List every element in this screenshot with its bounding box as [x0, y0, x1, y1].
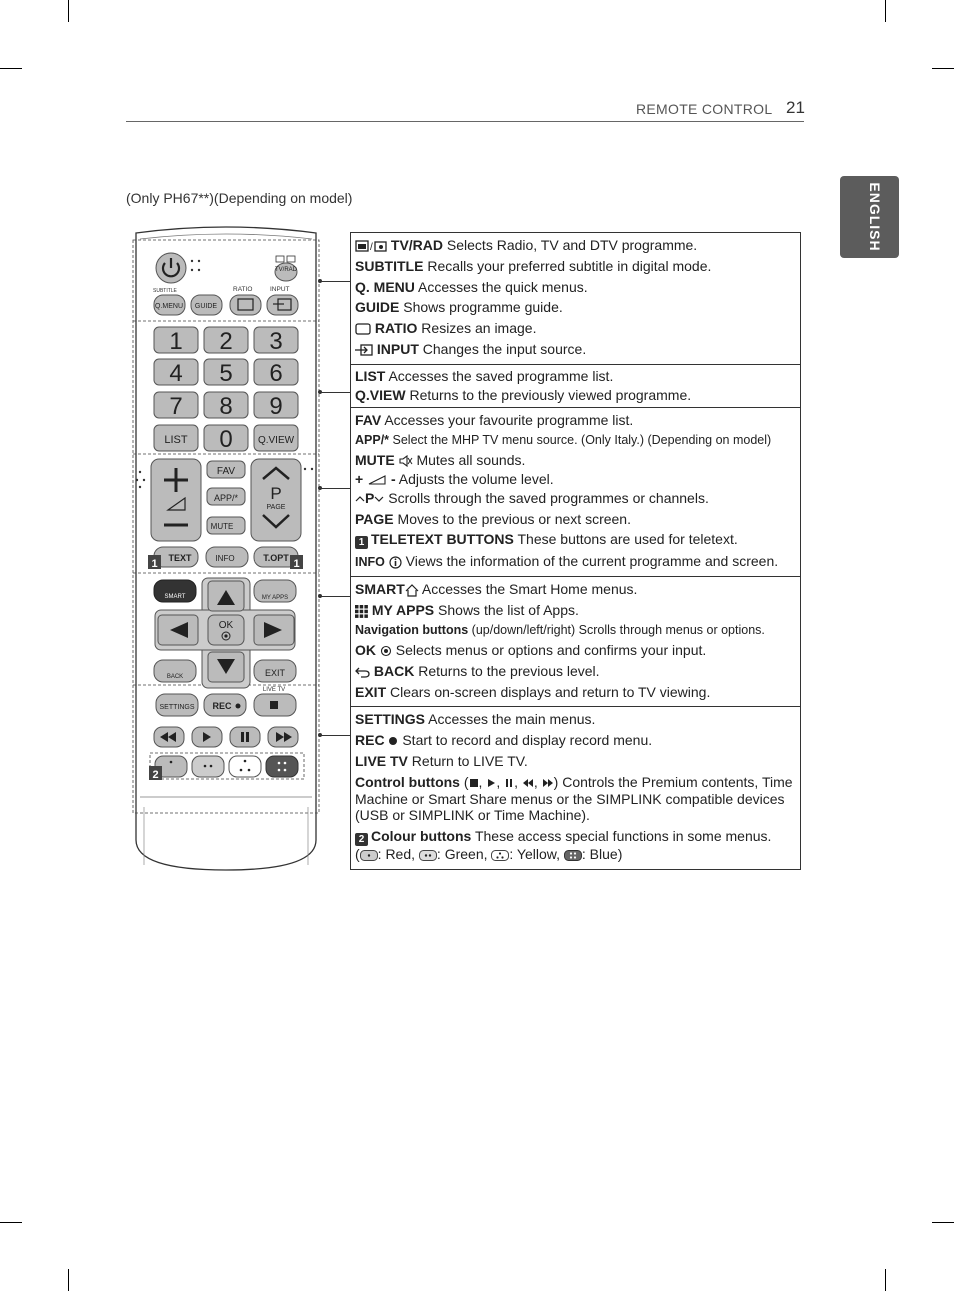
- badge-2: 2: [355, 833, 368, 846]
- row-text: Accesses the main menus.: [425, 711, 596, 728]
- tv-rad-key: TV/RAD: [274, 267, 298, 273]
- fast-forward-icon: [542, 778, 554, 788]
- row-text: Adjusts the volume level.: [395, 470, 554, 487]
- key-5: 5: [219, 360, 233, 387]
- table-row: [355, 642, 796, 659]
- pause-icon: [504, 778, 514, 788]
- row-key: Q.VIEW: [355, 386, 406, 403]
- row-key: APP/*: [355, 433, 390, 448]
- key-8: 8: [219, 393, 233, 420]
- qmenu-key: Q.MENU: [155, 303, 183, 310]
- row-text: Controls the Premium contents, Time Machine or Smart Share menus or the SIMPLINK compatible devices (USB or SIMPLINK or Time Machine).: [355, 773, 793, 824]
- row-key: EXIT: [355, 683, 387, 700]
- table-row: [355, 753, 796, 770]
- row-text: These access special functions in some menus.: [471, 828, 772, 845]
- row-text: Changes the input source.: [418, 340, 587, 357]
- row-text: Accesses your favourite programme list.: [381, 412, 634, 429]
- table-section: [351, 233, 800, 364]
- leader-line: [320, 735, 350, 736]
- table-row: [355, 341, 796, 358]
- fav-key: FAV: [216, 466, 236, 477]
- leader-line: [320, 596, 350, 597]
- table-section: [351, 364, 800, 408]
- leader-line: [320, 281, 350, 282]
- table-row: [355, 711, 796, 728]
- row-text: Views the information of the current programme and screen.: [401, 553, 779, 570]
- row-key: Q. MENU: [355, 278, 415, 295]
- input-icon: [355, 344, 373, 356]
- ratio-icon: [355, 323, 371, 335]
- table-row: [355, 774, 796, 824]
- rewind-icon: [522, 778, 534, 788]
- table-row: [355, 490, 796, 507]
- table-row: [355, 471, 796, 488]
- livetv-key-label: LIVE TV: [262, 687, 286, 693]
- row-key: SMART: [355, 581, 405, 598]
- green-button-icon: [419, 850, 437, 861]
- chevron-down-icon: [374, 494, 384, 504]
- row-key: SETTINGS: [355, 711, 426, 728]
- myapps-key: MY APPS: [261, 595, 289, 601]
- row-text: Moves to the previous or next screen.: [393, 510, 631, 527]
- leader-dot: [318, 390, 322, 394]
- table-row: [355, 684, 796, 701]
- row-key: PAGE: [355, 510, 394, 527]
- row-key: LIVE TV: [355, 752, 408, 769]
- row-key: FAV: [355, 412, 382, 429]
- marker-1-left: 1: [151, 558, 158, 570]
- crop-mark: [68, 1269, 69, 1291]
- badge-1: 1: [355, 536, 368, 549]
- ok-key: OK: [218, 620, 234, 631]
- key-2: 2: [219, 328, 233, 355]
- table-row: [355, 511, 796, 528]
- table-row: [355, 237, 796, 254]
- row-key: Colour buttons: [371, 828, 472, 845]
- blue-button-icon: [564, 850, 582, 861]
- qview-key: Q.VIEW: [257, 435, 295, 446]
- leader-dot: [318, 733, 322, 737]
- row-key: GUIDE: [355, 299, 400, 316]
- subtitle-key-label: SUBTITLE: [153, 288, 177, 294]
- record-dot-icon: [388, 736, 398, 746]
- stop-icon: [469, 778, 479, 788]
- table-row: [355, 320, 796, 337]
- row-key: REC: [355, 732, 385, 749]
- row-text: Returns to the previously viewed programme.: [405, 386, 692, 403]
- table-section: [351, 407, 800, 576]
- chevron-up-icon: [355, 494, 365, 504]
- table-row: [355, 299, 796, 316]
- key-0: 0: [219, 426, 233, 453]
- language-tab: [840, 176, 899, 258]
- marker-2: 2: [152, 769, 159, 781]
- table-row: [355, 732, 796, 749]
- marker-1-right: 1: [293, 558, 300, 570]
- row-text: Return to LIVE TV.: [407, 752, 528, 769]
- table-row: [355, 623, 796, 638]
- page-number: 21: [786, 98, 805, 117]
- row-key: Control buttons: [355, 773, 460, 790]
- crop-mark: [0, 1222, 22, 1223]
- table-section: [351, 576, 800, 706]
- leader-dot: [318, 279, 322, 283]
- row-text: Select the MHP TV menu source. (Only Italy.) (Depending on model): [389, 433, 772, 448]
- row-text: Resizes an image.: [417, 320, 537, 337]
- key-7: 7: [169, 393, 183, 420]
- row-key: SUBTITLE: [355, 257, 424, 274]
- row-key: INFO: [355, 555, 385, 570]
- table-row: [355, 581, 796, 598]
- table-row: [355, 387, 796, 404]
- language-tab-label: ENGLISH: [867, 182, 883, 252]
- row-text: Clears on-screen displays and return to TV viewing.: [386, 683, 711, 700]
- leader-dot: [318, 486, 322, 490]
- info-icon: [389, 556, 402, 569]
- row-text: Returns to the previous level.: [414, 662, 600, 679]
- table-row: [355, 531, 796, 549]
- crop-mark: [68, 0, 69, 22]
- row-key: BACK: [373, 662, 415, 679]
- section-header: REMOTE CONTROL: [636, 101, 773, 117]
- svg-text:/: /: [370, 242, 373, 253]
- row-text: Recalls your preferred subtitle in digital mode.: [423, 257, 712, 274]
- mute-icon: [399, 455, 413, 467]
- leader-line: [320, 488, 350, 489]
- rec-key: REC: [212, 701, 232, 711]
- back-arrow-icon: [355, 666, 370, 678]
- row-key: Navigation buttons: [355, 622, 469, 637]
- row-key: TELETEXT BUTTONS: [371, 531, 514, 548]
- row-text: Mutes all sounds.: [412, 452, 526, 469]
- text-key: TEXT: [168, 553, 192, 563]
- row-key-2: -: [390, 470, 396, 487]
- crop-mark: [932, 68, 954, 69]
- table-row: [355, 279, 796, 296]
- topt-key: T.OPT: [263, 553, 289, 563]
- input-key-label: INPUT: [270, 286, 290, 293]
- crop-mark: [885, 0, 886, 22]
- table-row: [355, 663, 796, 680]
- row-text: Accesses the Smart Home menus.: [418, 581, 638, 598]
- row-text: Selects Radio, TV and DTV programme.: [443, 237, 698, 253]
- green-label: : Green,: [436, 846, 488, 863]
- row-key: RATIO: [374, 320, 418, 337]
- table-row: [355, 412, 796, 429]
- row-key: MY APPS: [371, 602, 435, 619]
- row-text: Shows the list of Apps.: [434, 602, 579, 619]
- row-text: Accesses the quick menus.: [414, 278, 588, 295]
- app-key: APP/*: [213, 493, 239, 503]
- row-key: TV/RAD: [390, 237, 444, 253]
- table-row: [355, 452, 796, 469]
- row-text: Accesses the saved programme list.: [385, 367, 614, 384]
- table-row: [355, 258, 796, 275]
- tv-radio-icon: [355, 240, 387, 252]
- row-text: Selects menus or options and confirms your input.: [391, 641, 707, 658]
- table-section: [351, 706, 800, 869]
- leader-line: [320, 392, 350, 393]
- crop-mark: [0, 68, 22, 69]
- table-row: 2 Colour buttons These access special functions in some menus. ( : Red, : Green, : Yellow, : Blue): [355, 828, 772, 863]
- table-row: [355, 368, 796, 385]
- row-text: Start to record and display record menu.: [398, 732, 653, 749]
- key-1: 1: [169, 328, 183, 355]
- row-key: LIST: [355, 367, 386, 384]
- back-key: BACK: [166, 674, 184, 680]
- page-key: PAGE: [266, 504, 286, 511]
- key-6: 6: [269, 360, 283, 387]
- row-text: Scrolls through the saved programmes or channels.: [384, 489, 709, 506]
- p-key: P: [270, 484, 282, 503]
- row-key: MUTE: [355, 452, 395, 469]
- key-9: 9: [269, 393, 283, 420]
- table-row: [355, 602, 796, 619]
- leader-dot: [318, 594, 322, 598]
- row-key: OK: [355, 641, 376, 658]
- function-table: [350, 232, 801, 870]
- model-note: (Only PH67**)(Depending on model): [126, 190, 353, 206]
- red-label: : Red,: [377, 846, 416, 863]
- row-key: +: [355, 470, 364, 487]
- play-icon: [486, 778, 496, 788]
- row-text: (up/down/left/right) Scrolls through menus or options.: [468, 622, 765, 637]
- table-row: [355, 433, 796, 448]
- info-key: INFO: [215, 554, 235, 563]
- remote-control-illustration: [130, 225, 322, 875]
- ratio-key-label: RATIO: [233, 286, 253, 293]
- yellow-button-icon: [491, 850, 509, 861]
- smart-key: SMART: [164, 594, 186, 600]
- row-text: These buttons are used for teletext.: [513, 531, 738, 548]
- key-3: 3: [269, 328, 283, 355]
- apps-grid-icon: [355, 605, 368, 618]
- header-rule: [126, 121, 804, 122]
- table-row: [355, 553, 796, 570]
- guide-key: GUIDE: [194, 303, 218, 310]
- ok-target-icon: [380, 645, 392, 657]
- mute-key: MUTE: [210, 522, 234, 531]
- crop-mark: [885, 1269, 886, 1291]
- home-icon: [405, 584, 419, 597]
- list-key: LIST: [164, 434, 188, 446]
- key-4: 4: [169, 360, 183, 387]
- yellow-label: : Yellow,: [509, 846, 561, 863]
- red-button-icon: [360, 850, 378, 861]
- settings-key: SETTINGS: [159, 704, 195, 711]
- blue-label: : Blue): [581, 846, 623, 863]
- crop-mark: [932, 1222, 954, 1223]
- row-text: Shows programme guide.: [399, 299, 563, 316]
- control-icons: ( , , , , ): [463, 773, 559, 790]
- volume-icon: [367, 474, 387, 486]
- row-key: P: [365, 489, 375, 506]
- row-key: INPUT: [376, 340, 419, 357]
- exit-key: EXIT: [264, 668, 286, 678]
